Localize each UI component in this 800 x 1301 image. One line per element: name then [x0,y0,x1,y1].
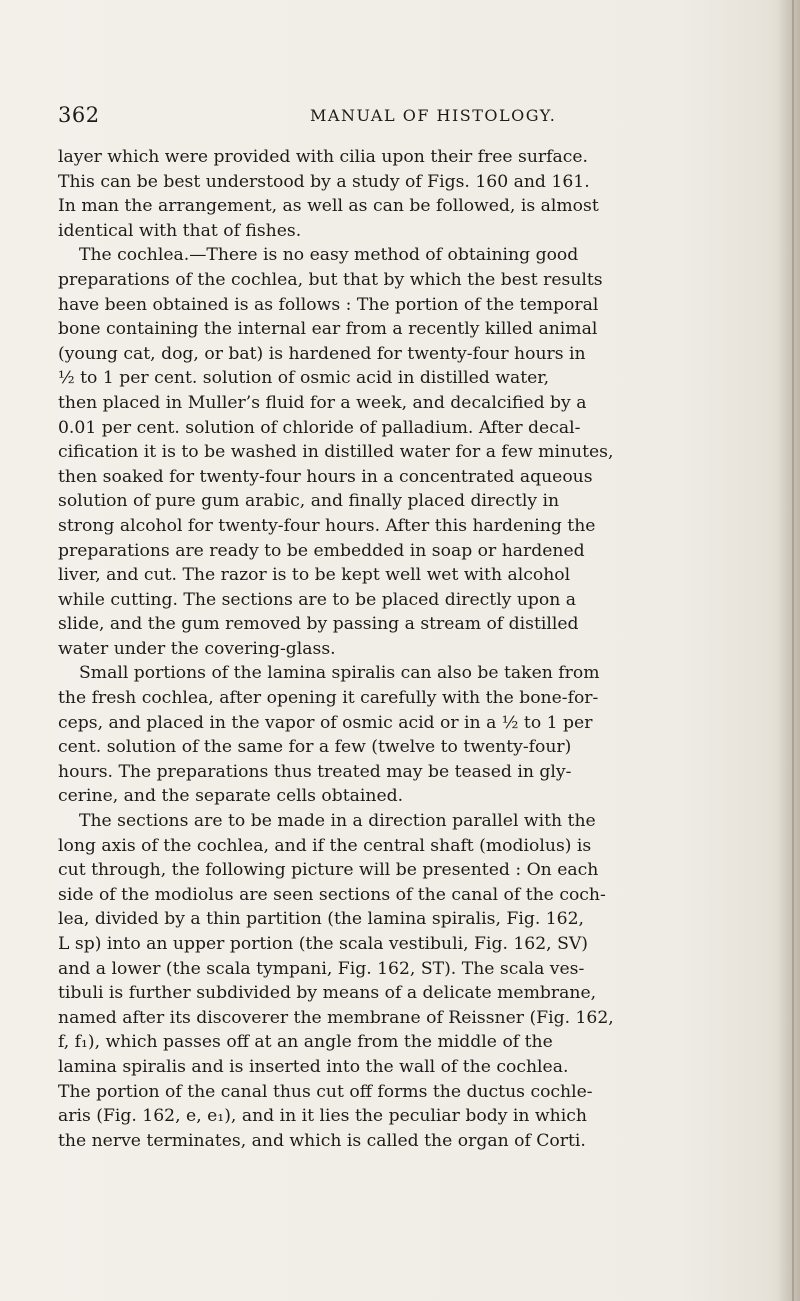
text-line: ½ to 1 per cent. solution of osmic acid in distilled water, [58,368,550,389]
text-line: preparations of the cochlea, but that by which the best results [58,269,603,290]
text-line: tibuli is further subdivided by means of a delicate membrane, [58,983,597,1004]
text-line: then soaked for twenty-four hours in a concentrated aqueous [58,466,593,487]
text-line: lamina spiralis and is inserted into the wall of the cochlea. [58,1056,569,1077]
text-line: solution of pure gum arabic, and finally placed directly in [58,491,560,512]
text-line: cent. solution of the same for a few (twelve to twenty-four) [58,737,572,758]
text-line: strong alcohol for twenty-four hours. After this hardening the [58,515,596,536]
text-line: layer which were provided with cilia upon their free surface. [58,147,589,167]
text-line: aris (Fig. 162, e, e₁), and in it lies the peculiar body in which [58,1106,587,1127]
text-line: hours. The preparations thus treated may be teased in gly- [58,761,572,782]
text-line: f, f₁), which passes off at an angle from the middle of the [58,1032,553,1053]
text-line: lea, divided by a thin partition (the lamina spiralis, Fig. 162, [58,909,585,930]
text-line: In man the arrangement, as well as can be followed, is almost [58,196,599,217]
text-line: named after its discoverer the membrane of Reissner (Fig. 162, [58,1007,614,1028]
text-line: have been obtained is as follows : The portion of the temporal [58,294,599,315]
text-line: cerine, and the separate cells obtained. [58,786,404,807]
text-line: Small portions of the lamina spiralis can also be taken from [79,663,600,684]
text-line: bone containing the internal ear from a recently killed animal [58,319,598,340]
text-line: The sections are to be made in a direction parallel with the [79,811,596,832]
text-line: then placed in Muller’s fluid for a week, and decalcified by a [58,392,587,413]
text-line: the nerve terminates, and which is called the organ of Corti. [58,1130,586,1151]
text-line: identical with that of fishes. [58,220,302,241]
text-line: long axis of the cochlea, and if the central shaft (modiolus) is [58,835,592,856]
page-edge-shadow [778,0,800,1301]
text-line: liver, and cut. The razor is to be kept well wet with alcohol [58,565,571,586]
text-line: water under the covering-glass. [58,638,336,659]
text-line: The portion of the canal thus cut off forms the ductus cochle- [58,1081,593,1102]
text-line: side of the modiolus are seen sections of the canal of the coch- [58,884,606,905]
text-line: This can be best understood by a study of Figs. 160 and 161. [58,171,590,192]
text-line: cut through, the following picture will be presented : On each [58,860,599,881]
page-edge-line [792,0,794,1301]
page-header [58,103,758,133]
text-line: The cochlea.—There is no easy method of obtaining good [79,245,579,266]
text-line: L sp) into an upper portion (the scala vestibuli, Fig. 162, SV) [58,934,589,954]
text-line: (young cat, dog, or bat) is hardened for twenty-four hours in [58,343,586,364]
text-line: preparations are ready to be embedded in soap or hardened [58,540,585,561]
running-head: MANUAL OF HISTOLOGY. [310,106,557,125]
text-line: the fresh cochlea, after opening it carefully with the bone-for- [58,688,599,709]
text-line: cification it is to be washed in distilled water for a few minutes, [58,442,614,463]
text-line: 0.01 per cent. solution of chloride of palladium. After decal- [58,417,581,438]
body-text [58,145,768,1153]
text-line: and a lower (the scala tympani, Fig. 162, ST). The scala ves- [58,958,585,979]
text-line: ceps, and placed in the vapor of osmic acid or in a ½ to 1 per [58,712,593,733]
page-number: 362 [58,103,100,127]
text-line: slide, and the gum removed by passing a stream of distilled [58,614,579,635]
text-line: while cutting. The sections are to be placed directly upon a [58,589,577,610]
